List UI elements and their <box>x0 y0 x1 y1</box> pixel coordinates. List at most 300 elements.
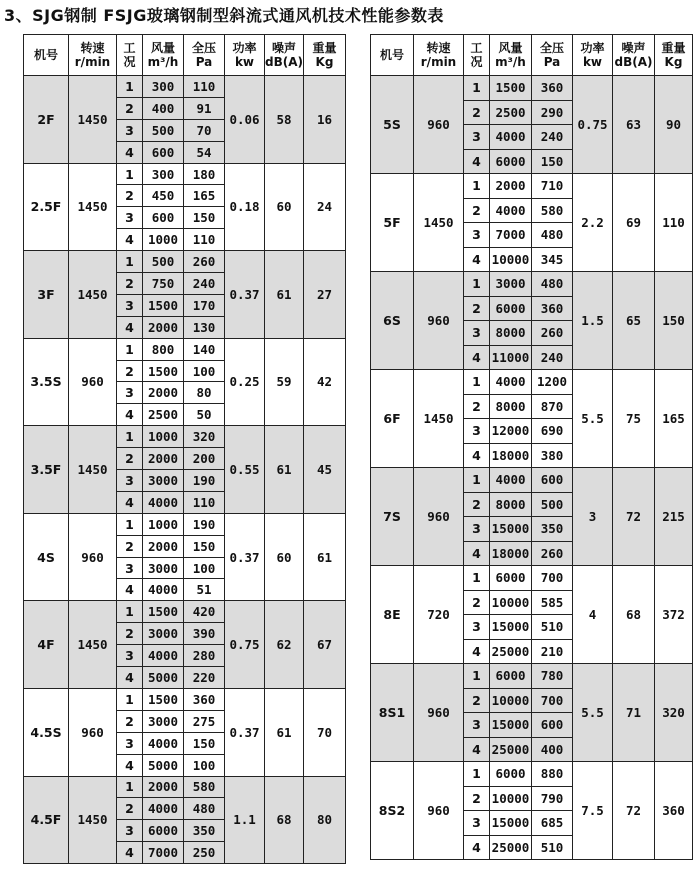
condition-cell: 2 <box>117 185 143 207</box>
header-weight <box>304 35 346 76</box>
condition-cell: 2 <box>464 394 490 419</box>
speed-cell: 1450 <box>69 601 117 689</box>
condition-cell: 4 <box>117 316 143 338</box>
model-cell: 4S <box>24 513 69 601</box>
airflow-cell: 4000 <box>490 468 532 493</box>
table-row <box>371 370 693 395</box>
airflow-cell: 10000 <box>490 688 532 713</box>
airflow-cell: 2000 <box>143 448 184 470</box>
table-row <box>371 468 693 493</box>
pressure-cell: 100 <box>184 557 225 579</box>
pressure-cell: 51 <box>184 579 225 601</box>
header-condition-line2: 况 <box>123 55 136 69</box>
condition-cell: 2 <box>464 590 490 615</box>
model-cell: 8E <box>371 566 414 664</box>
noise-cell: 72 <box>613 468 655 566</box>
power-cell: 0.37 <box>225 251 265 339</box>
speed-cell: 960 <box>414 272 464 370</box>
airflow-cell: 3000 <box>143 710 184 732</box>
airflow-cell: 18000 <box>490 541 532 566</box>
noise-cell: 61 <box>265 426 304 514</box>
noise-cell: 75 <box>613 370 655 468</box>
table-row <box>24 688 346 710</box>
pressure-cell: 500 <box>532 492 573 517</box>
condition-cell: 3 <box>464 125 490 150</box>
condition-cell: 2 <box>117 273 143 295</box>
speed-cell: 960 <box>414 76 464 174</box>
pressure-cell: 600 <box>532 713 573 738</box>
condition-cell: 3 <box>117 732 143 754</box>
speed-cell: 1450 <box>69 776 117 864</box>
weight-cell: 110 <box>655 174 693 272</box>
airflow-cell: 1500 <box>143 294 184 316</box>
weight-cell: 165 <box>655 370 693 468</box>
pressure-cell: 710 <box>532 174 573 199</box>
pressure-cell: 170 <box>184 294 225 316</box>
condition-cell: 4 <box>464 541 490 566</box>
pressure-cell: 140 <box>184 338 225 360</box>
airflow-cell: 2000 <box>143 382 184 404</box>
condition-cell: 4 <box>117 141 143 163</box>
header-speed-unit: r/min <box>74 55 111 69</box>
condition-cell: 2 <box>117 97 143 119</box>
power-cell: 5.5 <box>573 370 613 468</box>
airflow-cell: 2000 <box>143 316 184 338</box>
pressure-cell: 200 <box>184 448 225 470</box>
airflow-cell: 500 <box>143 119 184 141</box>
model-cell: 4.5S <box>24 688 69 776</box>
speed-cell: 960 <box>69 338 117 426</box>
header-pressure-unit: Pa <box>195 55 213 69</box>
airflow-cell: 15000 <box>490 615 532 640</box>
pressure-cell: 150 <box>184 207 225 229</box>
airflow-cell: 10000 <box>490 786 532 811</box>
noise-cell: 65 <box>613 272 655 370</box>
airflow-cell: 2000 <box>143 535 184 557</box>
pressure-cell: 275 <box>184 710 225 732</box>
speed-cell: 1450 <box>69 426 117 514</box>
airflow-cell: 18000 <box>490 443 532 468</box>
pressure-cell: 260 <box>532 321 573 346</box>
header-power <box>225 35 265 76</box>
condition-cell: 3 <box>464 321 490 346</box>
header-airflow-unit: m³/h <box>147 55 179 69</box>
table-row <box>371 272 693 297</box>
power-cell: 0.75 <box>225 601 265 689</box>
airflow-cell: 3000 <box>143 557 184 579</box>
weight-cell: 80 <box>304 776 346 864</box>
pressure-cell: 420 <box>184 601 225 623</box>
airflow-cell: 4000 <box>490 125 532 150</box>
condition-cell: 2 <box>117 798 143 820</box>
condition-cell: 4 <box>464 737 490 762</box>
pressure-cell: 580 <box>532 198 573 223</box>
model-cell: 6S <box>371 272 414 370</box>
pressure-cell: 210 <box>532 639 573 664</box>
model-cell: 3.5S <box>24 338 69 426</box>
condition-cell: 2 <box>464 296 490 321</box>
header-condition <box>464 35 490 76</box>
header-model-label: 机号 <box>379 48 404 62</box>
speed-cell: 960 <box>69 513 117 601</box>
airflow-cell: 1500 <box>143 360 184 382</box>
power-cell: 0.75 <box>573 76 613 174</box>
header-condition-line2: 况 <box>470 55 483 69</box>
condition-cell: 1 <box>464 468 490 493</box>
header-weight-unit: Kg <box>664 55 683 69</box>
weight-cell: 42 <box>304 338 346 426</box>
pressure-cell: 380 <box>532 443 573 468</box>
model-cell: 7S <box>371 468 414 566</box>
header-weight-label: 重量 <box>661 41 686 55</box>
airflow-cell: 6000 <box>490 762 532 787</box>
weight-cell: 320 <box>655 664 693 762</box>
pressure-cell: 685 <box>532 811 573 836</box>
header-pressure-unit: Pa <box>543 55 561 69</box>
condition-cell: 3 <box>117 119 143 141</box>
header-model <box>24 35 69 76</box>
spec-table-left-body <box>24 76 346 864</box>
header-airflow <box>490 35 532 76</box>
weight-cell: 16 <box>304 76 346 164</box>
spec-table-left <box>23 34 346 864</box>
condition-cell: 3 <box>464 811 490 836</box>
speed-cell: 1450 <box>69 251 117 339</box>
airflow-cell: 3000 <box>143 623 184 645</box>
power-cell: 0.37 <box>225 513 265 601</box>
weight-cell: 67 <box>304 601 346 689</box>
power-cell: 1.1 <box>225 776 265 864</box>
condition-cell: 1 <box>117 76 143 98</box>
table-row <box>371 76 693 101</box>
pressure-cell: 790 <box>532 786 573 811</box>
table-row <box>371 174 693 199</box>
airflow-cell: 600 <box>143 141 184 163</box>
model-cell: 6F <box>371 370 414 468</box>
airflow-cell: 25000 <box>490 639 532 664</box>
table-row <box>24 251 346 273</box>
noise-cell: 61 <box>265 251 304 339</box>
airflow-cell: 11000 <box>490 345 532 370</box>
condition-cell: 4 <box>464 149 490 174</box>
airflow-cell: 3000 <box>143 470 184 492</box>
pressure-cell: 80 <box>184 382 225 404</box>
table-row <box>24 163 346 185</box>
condition-cell: 1 <box>117 776 143 798</box>
pressure-cell: 110 <box>184 491 225 513</box>
header-airflow-label: 风量 <box>498 41 523 55</box>
condition-cell: 3 <box>117 557 143 579</box>
airflow-cell: 8000 <box>490 492 532 517</box>
speed-cell: 960 <box>414 468 464 566</box>
header-speed-label: 转速 <box>426 41 451 55</box>
condition-cell: 3 <box>117 207 143 229</box>
noise-cell: 58 <box>265 76 304 164</box>
airflow-cell: 400 <box>143 97 184 119</box>
airflow-cell: 4000 <box>490 198 532 223</box>
condition-cell: 1 <box>117 338 143 360</box>
pressure-cell: 70 <box>184 119 225 141</box>
header-weight <box>655 35 693 76</box>
speed-cell: 960 <box>414 762 464 860</box>
header-speed-unit: r/min <box>420 55 457 69</box>
pressure-cell: 260 <box>532 541 573 566</box>
header-power-unit: kw <box>234 55 255 69</box>
airflow-cell: 1000 <box>143 229 184 251</box>
condition-cell: 1 <box>464 762 490 787</box>
condition-cell: 1 <box>117 688 143 710</box>
model-cell: 5F <box>371 174 414 272</box>
header-pressure-label: 全压 <box>191 41 216 55</box>
pressure-cell: 91 <box>184 97 225 119</box>
noise-cell: 72 <box>613 762 655 860</box>
pressure-cell: 350 <box>184 820 225 842</box>
pressure-cell: 350 <box>532 517 573 542</box>
header-pressure-label: 全压 <box>539 41 564 55</box>
airflow-cell: 25000 <box>490 737 532 762</box>
condition-cell: 4 <box>117 754 143 776</box>
pressure-cell: 360 <box>532 76 573 101</box>
pressure-cell: 600 <box>532 468 573 493</box>
airflow-cell: 8000 <box>490 394 532 419</box>
noise-cell: 60 <box>265 163 304 251</box>
pressure-cell: 260 <box>184 251 225 273</box>
header-speed-label: 转速 <box>80 41 105 55</box>
model-cell: 2F <box>24 76 69 164</box>
condition-cell: 3 <box>117 294 143 316</box>
speed-cell: 1450 <box>414 370 464 468</box>
page-title: 3、SJG钢制 FSJG玻璃钢制型斜流式通风机技术性能参数表 <box>4 6 444 25</box>
noise-cell: 68 <box>265 776 304 864</box>
condition-cell: 4 <box>117 579 143 601</box>
airflow-cell: 15000 <box>490 713 532 738</box>
table-row <box>371 762 693 787</box>
airflow-cell: 10000 <box>490 247 532 272</box>
condition-cell: 1 <box>464 174 490 199</box>
table-row <box>24 513 346 535</box>
noise-cell: 63 <box>613 76 655 174</box>
airflow-cell: 4000 <box>143 798 184 820</box>
header-noise-label: 噪声 <box>621 41 646 55</box>
pressure-cell: 480 <box>532 223 573 248</box>
header-power-label: 功率 <box>232 41 257 55</box>
spec-table-right-body <box>371 76 693 860</box>
model-cell: 5S <box>371 76 414 174</box>
airflow-cell: 750 <box>143 273 184 295</box>
airflow-cell: 1000 <box>143 426 184 448</box>
pressure-cell: 250 <box>184 842 225 864</box>
airflow-cell: 2500 <box>143 404 184 426</box>
pressure-cell: 240 <box>532 125 573 150</box>
pressure-cell: 100 <box>184 360 225 382</box>
pressure-cell: 1200 <box>532 370 573 395</box>
pressure-cell: 360 <box>184 688 225 710</box>
pressure-cell: 110 <box>184 76 225 98</box>
airflow-cell: 1000 <box>143 513 184 535</box>
condition-cell: 4 <box>464 639 490 664</box>
weight-cell: 45 <box>304 426 346 514</box>
header-noise-label: 噪声 <box>271 41 296 55</box>
pressure-cell: 690 <box>532 419 573 444</box>
noise-cell: 71 <box>613 664 655 762</box>
airflow-cell: 1500 <box>143 688 184 710</box>
model-cell: 8S1 <box>371 664 414 762</box>
weight-cell: 360 <box>655 762 693 860</box>
condition-cell: 4 <box>117 842 143 864</box>
pressure-cell: 180 <box>184 163 225 185</box>
header-power-label: 功率 <box>580 41 605 55</box>
power-cell: 0.37 <box>225 688 265 776</box>
header-row <box>24 35 346 76</box>
airflow-cell: 7000 <box>143 842 184 864</box>
condition-cell: 4 <box>117 404 143 426</box>
pressure-cell: 190 <box>184 513 225 535</box>
power-cell: 3 <box>573 468 613 566</box>
header-airflow <box>143 35 184 76</box>
condition-cell: 4 <box>464 247 490 272</box>
airflow-cell: 25000 <box>490 835 532 860</box>
header-noise <box>613 35 655 76</box>
power-cell: 4 <box>573 566 613 664</box>
power-cell: 5.5 <box>573 664 613 762</box>
weight-cell: 90 <box>655 76 693 174</box>
weight-cell: 372 <box>655 566 693 664</box>
model-cell: 4.5F <box>24 776 69 864</box>
condition-cell: 3 <box>464 223 490 248</box>
condition-cell: 2 <box>464 786 490 811</box>
condition-cell: 4 <box>464 835 490 860</box>
speed-cell: 720 <box>414 566 464 664</box>
airflow-cell: 2000 <box>490 174 532 199</box>
header-row <box>371 35 693 76</box>
power-cell: 7.5 <box>573 762 613 860</box>
condition-cell: 1 <box>464 370 490 395</box>
airflow-cell: 15000 <box>490 811 532 836</box>
condition-cell: 2 <box>117 448 143 470</box>
airflow-cell: 5000 <box>143 754 184 776</box>
pressure-cell: 100 <box>184 754 225 776</box>
table-row <box>371 566 693 591</box>
condition-cell: 1 <box>464 566 490 591</box>
speed-cell: 1450 <box>69 76 117 164</box>
condition-cell: 3 <box>464 615 490 640</box>
airflow-cell: 300 <box>143 76 184 98</box>
weight-cell: 24 <box>304 163 346 251</box>
condition-cell: 1 <box>117 163 143 185</box>
power-cell: 2.2 <box>573 174 613 272</box>
header-condition-line1: 工 <box>123 41 136 55</box>
pressure-cell: 220 <box>184 667 225 689</box>
airflow-cell: 15000 <box>490 517 532 542</box>
header-airflow-unit: m³/h <box>495 55 526 69</box>
pressure-cell: 870 <box>532 394 573 419</box>
condition-cell: 3 <box>117 820 143 842</box>
airflow-cell: 450 <box>143 185 184 207</box>
header-condition <box>117 35 143 76</box>
pressure-cell: 510 <box>532 835 573 860</box>
pressure-cell: 110 <box>184 229 225 251</box>
power-cell: 0.25 <box>225 338 265 426</box>
pressure-cell: 240 <box>532 345 573 370</box>
condition-cell: 1 <box>464 76 490 101</box>
pressure-cell: 150 <box>184 535 225 557</box>
airflow-cell: 4000 <box>143 491 184 513</box>
model-cell: 8S2 <box>371 762 414 860</box>
pressure-cell: 880 <box>532 762 573 787</box>
header-airflow-label: 风量 <box>150 41 175 55</box>
header-pressure <box>184 35 225 76</box>
condition-cell: 4 <box>117 667 143 689</box>
noise-cell: 61 <box>265 688 304 776</box>
header-model-label: 机号 <box>33 48 58 62</box>
airflow-cell: 6000 <box>490 566 532 591</box>
header-model <box>371 35 414 76</box>
header-noise-unit: dB(A) <box>614 55 653 69</box>
header-weight-label: 重量 <box>312 41 337 55</box>
speed-cell: 960 <box>69 688 117 776</box>
pressure-cell: 50 <box>184 404 225 426</box>
airflow-cell: 10000 <box>490 590 532 615</box>
condition-cell: 2 <box>464 492 490 517</box>
condition-cell: 3 <box>464 713 490 738</box>
noise-cell: 68 <box>613 566 655 664</box>
airflow-cell: 12000 <box>490 419 532 444</box>
power-cell: 0.55 <box>225 426 265 514</box>
table-row <box>24 338 346 360</box>
speed-cell: 960 <box>414 664 464 762</box>
airflow-cell: 6000 <box>490 296 532 321</box>
airflow-cell: 8000 <box>490 321 532 346</box>
pressure-cell: 400 <box>532 737 573 762</box>
condition-cell: 1 <box>117 426 143 448</box>
speed-cell: 1450 <box>69 163 117 251</box>
noise-cell: 69 <box>613 174 655 272</box>
airflow-cell: 500 <box>143 251 184 273</box>
pressure-cell: 480 <box>184 798 225 820</box>
table-row <box>24 76 346 98</box>
table-row <box>24 776 346 798</box>
condition-cell: 3 <box>464 419 490 444</box>
airflow-cell: 6000 <box>490 149 532 174</box>
header-power-unit: kw <box>582 55 603 69</box>
header-noise-unit: dB(A) <box>265 55 303 69</box>
pressure-cell: 700 <box>532 566 573 591</box>
pressure-cell: 280 <box>184 645 225 667</box>
airflow-cell: 6000 <box>143 820 184 842</box>
airflow-cell: 4000 <box>490 370 532 395</box>
condition-cell: 2 <box>117 360 143 382</box>
condition-cell: 2 <box>117 710 143 732</box>
weight-cell: 61 <box>304 513 346 601</box>
condition-cell: 2 <box>464 198 490 223</box>
pressure-cell: 360 <box>532 296 573 321</box>
power-cell: 0.18 <box>225 163 265 251</box>
condition-cell: 4 <box>464 345 490 370</box>
power-cell: 0.06 <box>225 76 265 164</box>
pressure-cell: 480 <box>532 272 573 297</box>
model-cell: 2.5F <box>24 163 69 251</box>
airflow-cell: 4000 <box>143 579 184 601</box>
airflow-cell: 6000 <box>490 664 532 689</box>
condition-cell: 1 <box>464 272 490 297</box>
table-row <box>24 601 346 623</box>
weight-cell: 27 <box>304 251 346 339</box>
header-pressure <box>532 35 573 76</box>
power-cell: 1.5 <box>573 272 613 370</box>
airflow-cell: 800 <box>143 338 184 360</box>
spec-table-right <box>370 34 693 860</box>
header-weight-unit: Kg <box>315 55 334 69</box>
